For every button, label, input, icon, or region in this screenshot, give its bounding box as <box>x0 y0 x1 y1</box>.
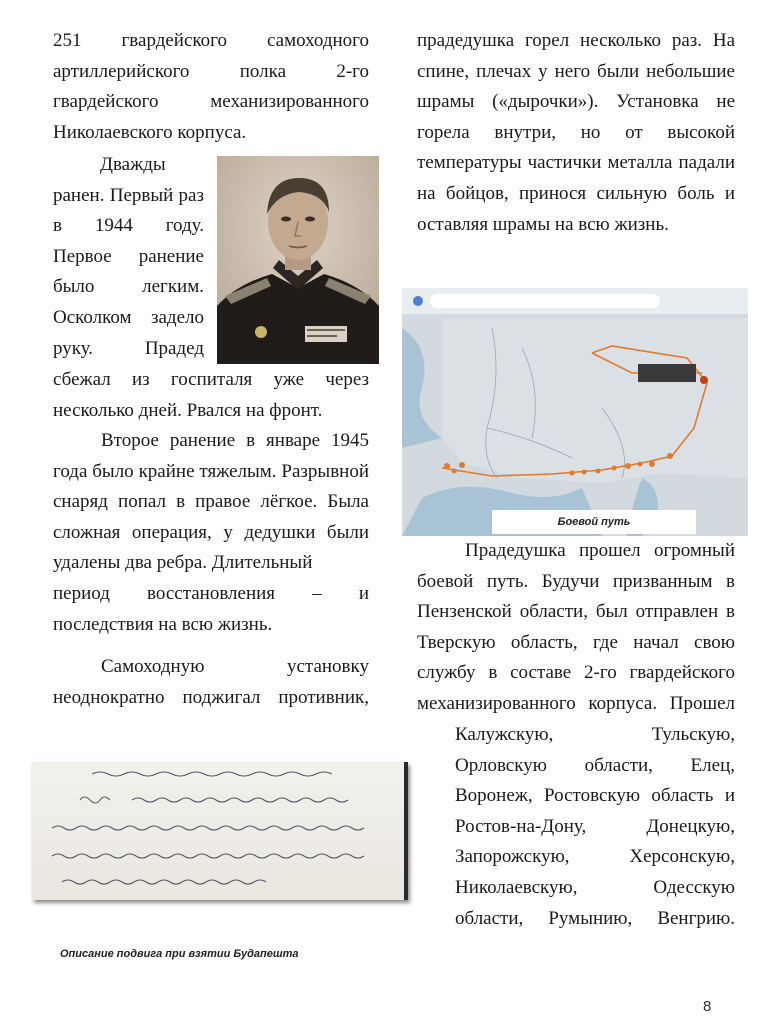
text-line: Прадедушка прошел огромный <box>465 540 735 561</box>
text-line: горела внутри, но от высокой <box>417 121 735 143</box>
text-line: оставляя шрамы на всю жизнь. <box>417 213 669 235</box>
text-line: Николаевского корпуса. <box>53 121 247 143</box>
text-line: последствия на всю жизнь. <box>53 613 273 635</box>
text-line: области, Румынию, Венгрию. <box>455 907 735 929</box>
left-paragraph-2-continued <box>53 365 369 426</box>
text-line: руку. Прадед <box>53 337 204 359</box>
text-line: службу в составе 2-го гвардейского <box>417 662 735 684</box>
text-line: Дважды <box>100 154 166 175</box>
text-line: года было крайне тяжелым. Разрывной <box>53 460 369 482</box>
text-line: неоднократно поджигал противник, <box>53 686 369 708</box>
text-line: артиллерийского полка 2-го <box>53 60 369 82</box>
award-document-image <box>32 762 408 900</box>
text-line: сложная операция, у дедушки были <box>53 521 369 543</box>
battle-route-map <box>402 288 748 536</box>
text-line: 251 гвардейского самоходного <box>53 30 369 51</box>
text-line: механизированного корпуса. Прошел <box>417 692 735 714</box>
text-line: температуры частички металла падали <box>417 152 735 174</box>
soldier-portrait-photo <box>217 156 379 364</box>
text-line: в 1944 году. <box>53 215 204 237</box>
text-line: Первое ранение <box>53 245 204 267</box>
text-line: Запорожскую, Херсонскую, <box>455 846 735 868</box>
text-line: снаряд попал в правое лёгкое. Была <box>53 491 369 513</box>
text-line: несколько дней. Рвался на фронт. <box>53 399 323 421</box>
left-paragraph-3 <box>53 426 369 640</box>
text-line: Орловскую области, Елец, <box>455 754 735 776</box>
left-paragraph-2-beside-photo <box>53 150 204 364</box>
text-line: период восстановления – и <box>53 582 369 604</box>
text-line: прадедушка горел несколько раз. На <box>417 30 735 51</box>
left-paragraph-4 <box>53 652 369 713</box>
text-line: ранен. Первый раз <box>53 184 204 206</box>
text-line: Калужскую, Тульскую, <box>455 724 735 745</box>
map-caption: Боевой путь <box>492 510 696 534</box>
text-line: Ростов-на-Дону, Донецкую, <box>455 815 735 837</box>
text-line: шрамы («дырочки»). Установка не <box>417 91 735 113</box>
right-paragraph-2 <box>417 536 735 720</box>
text-line: было легким. <box>53 276 204 298</box>
text-line: сбежал из госпиталя уже через <box>53 369 369 390</box>
right-paragraph-2-indented <box>455 720 735 934</box>
text-line: Тверскую область, где начал свою <box>417 631 735 653</box>
text-line: Николаевскую, Одесскую <box>455 876 735 898</box>
left-paragraph-1 <box>53 26 369 148</box>
text-line: удалены два ребра. Длительный <box>53 552 313 574</box>
text-line: Воронеж, Ростовскую область и <box>455 785 735 807</box>
text-line: боевой путь. Будучи призванным в <box>417 570 735 592</box>
text-line: спине, плечах у него были небольшие <box>417 60 735 82</box>
text-line: Пензенской области, был отправлен в <box>417 601 735 623</box>
text-line: Осколком задело <box>53 306 204 328</box>
text-line: гвардейского механизированного <box>53 91 369 113</box>
text-line: Самоходную установку <box>101 656 369 677</box>
document-caption: Описание подвига при взятии Будапешта <box>60 948 299 960</box>
page-number: 8 <box>703 998 712 1015</box>
text-line: Второе ранение в январе 1945 <box>101 430 369 451</box>
right-paragraph-1 <box>417 26 735 240</box>
text-line: на бойцов, принося сильную боль и <box>417 182 735 204</box>
